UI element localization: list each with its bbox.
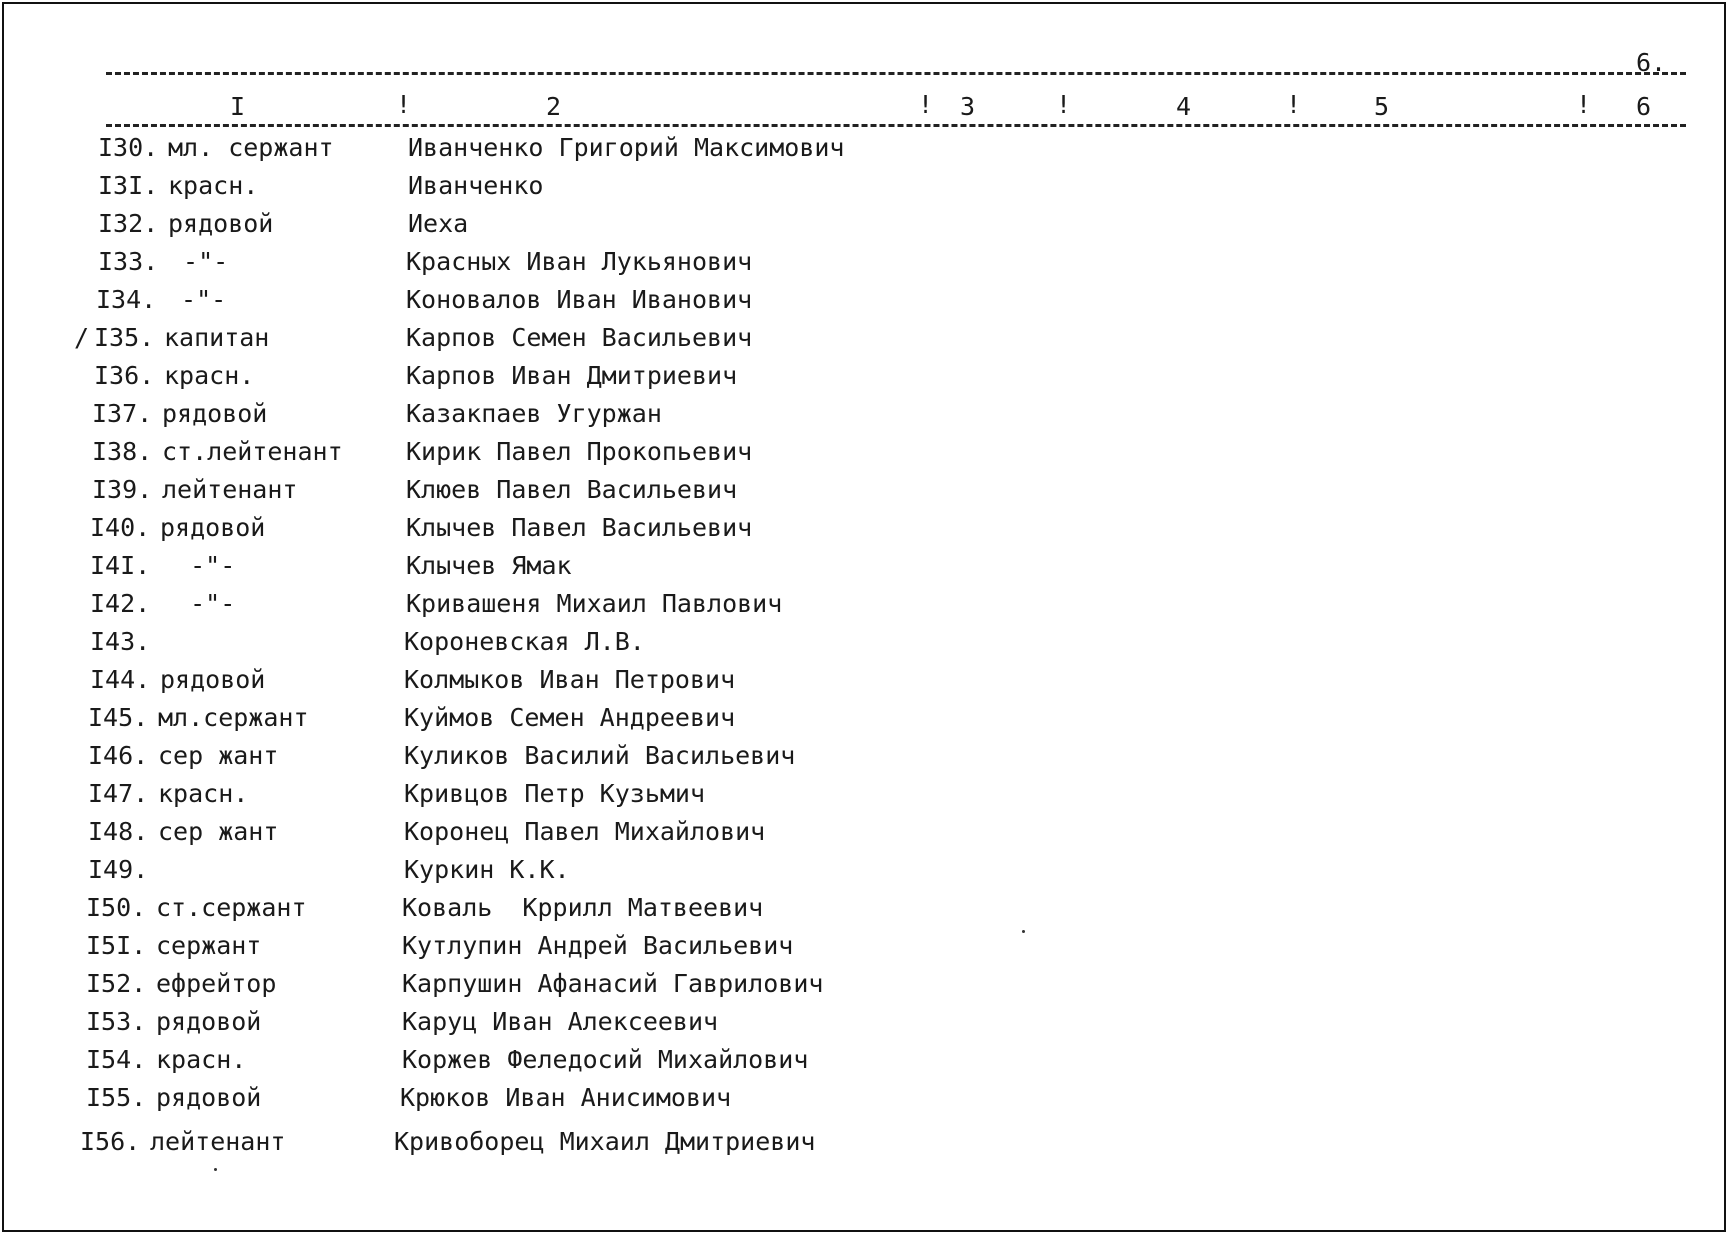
row-number: I56.	[80, 1127, 141, 1156]
row-number: I34.	[96, 285, 157, 314]
row-name: Куркин К.К.	[404, 855, 570, 884]
row-number: I33.	[98, 247, 159, 276]
scan-speck	[1022, 930, 1025, 933]
list-row	[86, 928, 1086, 964]
row-rank: -"-	[160, 589, 236, 618]
column-separator: !	[1576, 90, 1592, 119]
row-number: I55.	[86, 1083, 147, 1112]
list-row	[90, 624, 1090, 660]
row-rank: лейтенант	[150, 1127, 286, 1156]
row-name: Каруц Иван Алексеевич	[402, 1007, 719, 1036]
row-number: I53.	[86, 1007, 147, 1036]
row-name: Кутлупин Андрей Васильевич	[402, 931, 794, 960]
row-number: I3I.	[98, 171, 159, 200]
list-row	[90, 586, 1090, 622]
row-rank: рядовой	[160, 513, 266, 542]
list-row	[80, 1124, 1080, 1160]
list-row	[92, 472, 1092, 508]
row-rank: красн.	[156, 1045, 247, 1074]
row-rank: красн.	[168, 171, 259, 200]
list-row	[88, 700, 1088, 736]
list-row	[98, 130, 1098, 166]
row-name: Карпов Семен Васильевич	[406, 323, 753, 352]
row-name: Клычев Ямак	[406, 551, 572, 580]
row-number: I30.	[98, 133, 159, 162]
row-rank: ефрейтор	[156, 969, 277, 998]
list-row	[98, 206, 1098, 242]
row-rank: рядовой	[156, 1083, 262, 1112]
row-number: I38.	[92, 437, 153, 466]
row-name: Куликов Василий Васильевич	[404, 741, 796, 770]
list-row	[92, 396, 1092, 432]
row-rank: сержант	[156, 931, 262, 960]
list-row	[90, 548, 1090, 584]
row-name: Кирик Павел Прокопьевич	[406, 437, 753, 466]
row-number: I52.	[86, 969, 147, 998]
row-number: I46.	[88, 741, 149, 770]
row-name: Кривашеня Михаил Павлович	[406, 589, 783, 618]
column-separator: !	[1286, 90, 1302, 119]
list-row	[88, 814, 1088, 850]
header-rule-bottom	[106, 124, 1686, 127]
row-name: Крюков Иван Анисимович	[400, 1083, 732, 1112]
row-rank: ст.лейтенант	[162, 437, 343, 466]
list-row	[74, 320, 1094, 356]
row-name: Иванченко Григорий Максимович	[408, 133, 845, 162]
row-number: I43.	[90, 627, 151, 656]
column-separator: !	[918, 90, 934, 119]
row-name: Колмыков Иван Петрович	[404, 665, 736, 694]
list-row	[88, 776, 1088, 812]
row-name: Иванченко	[408, 171, 544, 200]
list-row	[88, 738, 1088, 774]
row-rank: капитан	[164, 323, 270, 352]
column-separator: !	[396, 90, 412, 119]
row-name: Клычев Павел Васильевич	[406, 513, 753, 542]
list-row	[98, 244, 1098, 280]
list-row	[90, 662, 1090, 698]
row-number: I40.	[90, 513, 151, 542]
column-header-2: 2	[546, 92, 562, 121]
row-number: I47.	[88, 779, 149, 808]
header-rule-top	[106, 72, 1686, 75]
page-number: 6.	[1636, 48, 1667, 77]
row-number: I4I.	[90, 551, 151, 580]
row-number: I5I.	[86, 931, 147, 960]
row-name: Казакпаев Угуржан	[406, 399, 662, 428]
row-rank: -"-	[160, 551, 236, 580]
list-row	[86, 890, 1086, 926]
row-rank: ст.сержант	[156, 893, 307, 922]
row-name: Красных Иван Лукьянович	[406, 247, 753, 276]
row-rank: -"-	[168, 247, 229, 276]
column-header-6: 6	[1636, 92, 1652, 121]
column-header-1: I	[230, 92, 246, 121]
row-number: I35.	[94, 323, 155, 352]
row-number: I32.	[98, 209, 159, 238]
row-number: I45.	[88, 703, 149, 732]
row-name: Клюев Павел Васильевич	[406, 475, 738, 504]
row-name: Коронец Павел Михайлович	[404, 817, 766, 846]
list-row	[86, 1080, 1086, 1116]
list-row	[86, 966, 1086, 1002]
row-number: I49.	[88, 855, 149, 884]
row-rank: сер жант	[158, 817, 279, 846]
row-name: Коваль Кррилл Матвеевич	[402, 893, 764, 922]
list-row	[94, 358, 1094, 394]
list-row	[92, 434, 1092, 470]
row-number: I50.	[86, 893, 147, 922]
row-rank: сер жант	[158, 741, 279, 770]
list-row	[96, 282, 1096, 318]
row-name: Карпов Иван Дмитриевич	[406, 361, 738, 390]
margin-mark: /	[74, 323, 90, 352]
list-row	[86, 1042, 1086, 1078]
column-header-5: 5	[1374, 92, 1390, 121]
list-row	[86, 1004, 1086, 1040]
row-name: Иеха	[408, 209, 469, 238]
row-name: Карпушин Афанасий Гаврилович	[402, 969, 824, 998]
list-row	[90, 510, 1090, 546]
scan-speck	[214, 1168, 217, 1171]
row-rank: мл.сержант	[158, 703, 309, 732]
row-number: I42.	[90, 589, 151, 618]
row-rank: красн.	[164, 361, 255, 390]
row-name: Коновалов Иван Иванович	[406, 285, 753, 314]
row-number: I36.	[94, 361, 155, 390]
row-number: I48.	[88, 817, 149, 846]
row-rank: лейтенант	[162, 475, 298, 504]
column-header-3: 3	[960, 92, 976, 121]
row-number: I54.	[86, 1045, 147, 1074]
row-number: I37.	[92, 399, 153, 428]
row-rank: рядовой	[156, 1007, 262, 1036]
row-name: Куймов Семен Андреевич	[404, 703, 736, 732]
row-rank: рядовой	[162, 399, 268, 428]
list-row	[88, 852, 1088, 888]
row-number: I39.	[92, 475, 153, 504]
row-rank: рядовой	[168, 209, 274, 238]
row-rank: мл. сержант	[168, 133, 334, 162]
list-row	[98, 168, 1098, 204]
row-rank: рядовой	[160, 665, 266, 694]
column-separator: !	[1056, 90, 1072, 119]
row-name: Короневская Л.В.	[404, 627, 645, 656]
row-number: I44.	[90, 665, 151, 694]
column-header-4: 4	[1176, 92, 1192, 121]
row-name: Кривоборец Михаил Дмитриевич	[394, 1127, 816, 1156]
row-name: Кривцов Петр Кузьмич	[404, 779, 706, 808]
row-rank: -"-	[166, 285, 227, 314]
row-name: Коржев Феледосий Михайлович	[402, 1045, 809, 1074]
row-rank: красн.	[158, 779, 249, 808]
